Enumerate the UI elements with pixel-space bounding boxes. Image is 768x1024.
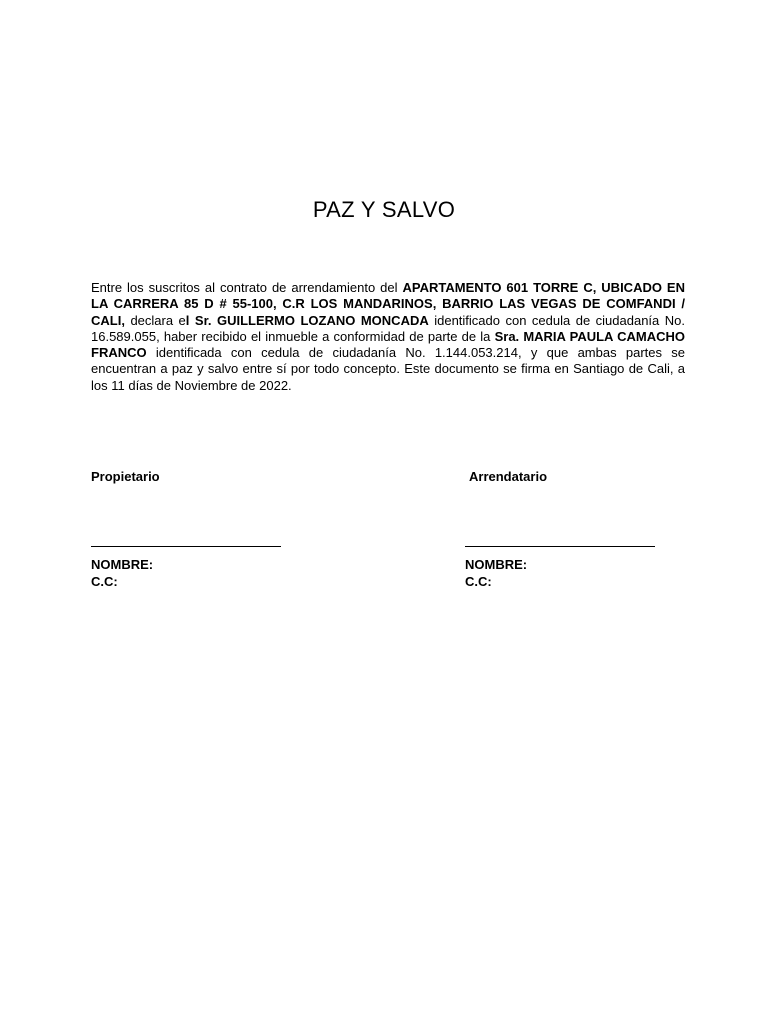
- document-body-paragraph: [91, 280, 685, 394]
- document-title: PAZ Y SALVO: [312, 197, 456, 222]
- signature-role-owner: Propietario: [91, 469, 160, 484]
- paragraph-segment: identificada con cedula de ciudadanía No. 1.144.053.214, y que ambas partes se encuentran a paz y salvo entre sí por todo concepto. Este documento se firma en Santiago de Cali, a los 11 días de Noviembre de 2022.: [91, 345, 685, 393]
- signature-line: [465, 546, 655, 547]
- paragraph-segment: declara e: [124, 312, 186, 328]
- signature-cc-label: C.C:: [91, 574, 118, 589]
- property-address: APARTAMENTO 601 TORRE C, UBICADO EN LA CARRERA 85 D # 55-100, C.R LOS MANDARINOS, BARRIO LAS VEGAS DE COMFANDI / CALI,: [91, 280, 685, 328]
- tenant-name: Sra. MARIA PAULA CAMACHO FRANCO: [91, 328, 685, 361]
- signature-block-tenant: [465, 469, 685, 599]
- owner-name: l Sr. GUILLERMO LOZANO MONCADA: [185, 312, 429, 328]
- signature-block-owner: [91, 469, 311, 599]
- signature-name-label: NOMBRE:: [91, 557, 154, 572]
- signature-role-tenant: Arrendatario: [469, 469, 548, 484]
- signature-line: [91, 546, 281, 547]
- signature-cc-label: C.C:: [465, 574, 492, 589]
- paragraph-segment: Entre los suscritos al contrato de arrendamiento del: [91, 280, 403, 295]
- signature-name-label: NOMBRE:: [465, 557, 528, 572]
- paragraph-segment: identificado con cedula de ciudadanía No. 16.589.055, haber recibido el inmueble a conformidad de parte de la: [91, 312, 685, 344]
